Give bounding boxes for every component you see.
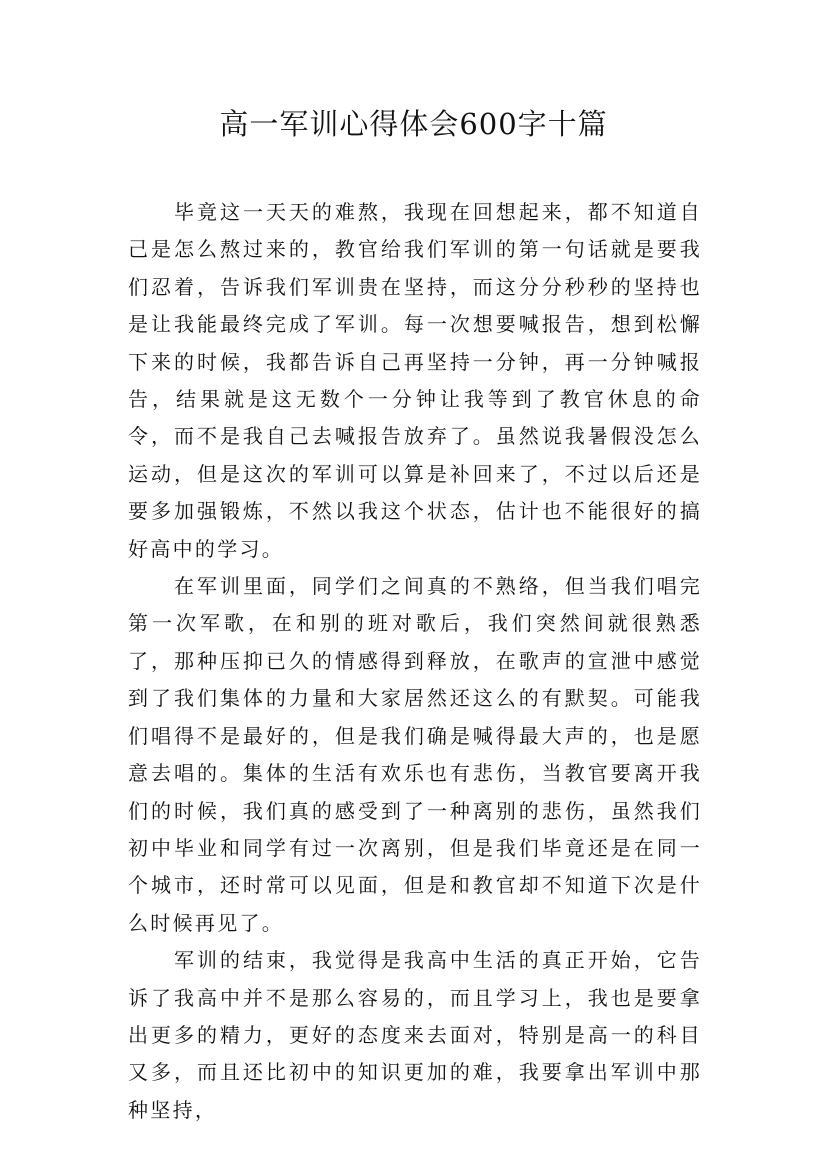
paragraph-3: 军训的结束，我觉得是我高中生活的真正开始，它告诉了我高中并不是那么容易的，而且学习上，我也是要拿出更多的精力，更好的态度来去面对，特别是高一的科目又多，而且还比初中的知识更加的难，我要拿出军训中那种坚持， bbox=[128, 948, 702, 1122]
document-title: 高一军训心得体会600字十篇 bbox=[219, 107, 608, 141]
paragraph-2: 在军训里面，同学们之间真的不熟络，但当我们唱完第一次军歌，在和别的班对歌后，我们突然间就很熟悉了，那种压抑已久的情感得到释放，在歌声的宣泄中感觉到了我们集体的力量和大家居然还这么的有默契。可能我们唱得不是最好的，但是我们确是喊得最大声的，也是愿意去唱的。集体的生活有欢乐也有悲伤，当教官要离开我们的时候，我们真的感受到了一种离别的悲伤，虽然我们初中毕业和同学有过一次离别，但是我们毕竟还是在同一个城市，还时常可以见面，但是和教官却不知道下次是什么时候再见了。 bbox=[128, 574, 702, 935]
document-body bbox=[128, 194, 702, 1129]
paragraph-1: 毕竟这一天天的难熬，我现在回想起来，都不知道自己是怎么熬过来的，教官给我们军训的第一句话就是要我们忍着，告诉我们军训贵在坚持，而这分分秒秒的坚持也是让我能最终完成了军训。每一次想要喊报告，想到松懈下来的时候，我都告诉自己再坚持一分钟，再一分钟喊报告，结果就是这无数个一分钟让我等到了教官休息的命令，而不是我自己去喊报告放弃了。虽然说我暑假没怎么运动，但是这次的军训可以算是补回来了，不过以后还是要多加强锻炼，不然以我这个状态，估计也不能很好的搞好高中的学习。 bbox=[128, 200, 702, 561]
